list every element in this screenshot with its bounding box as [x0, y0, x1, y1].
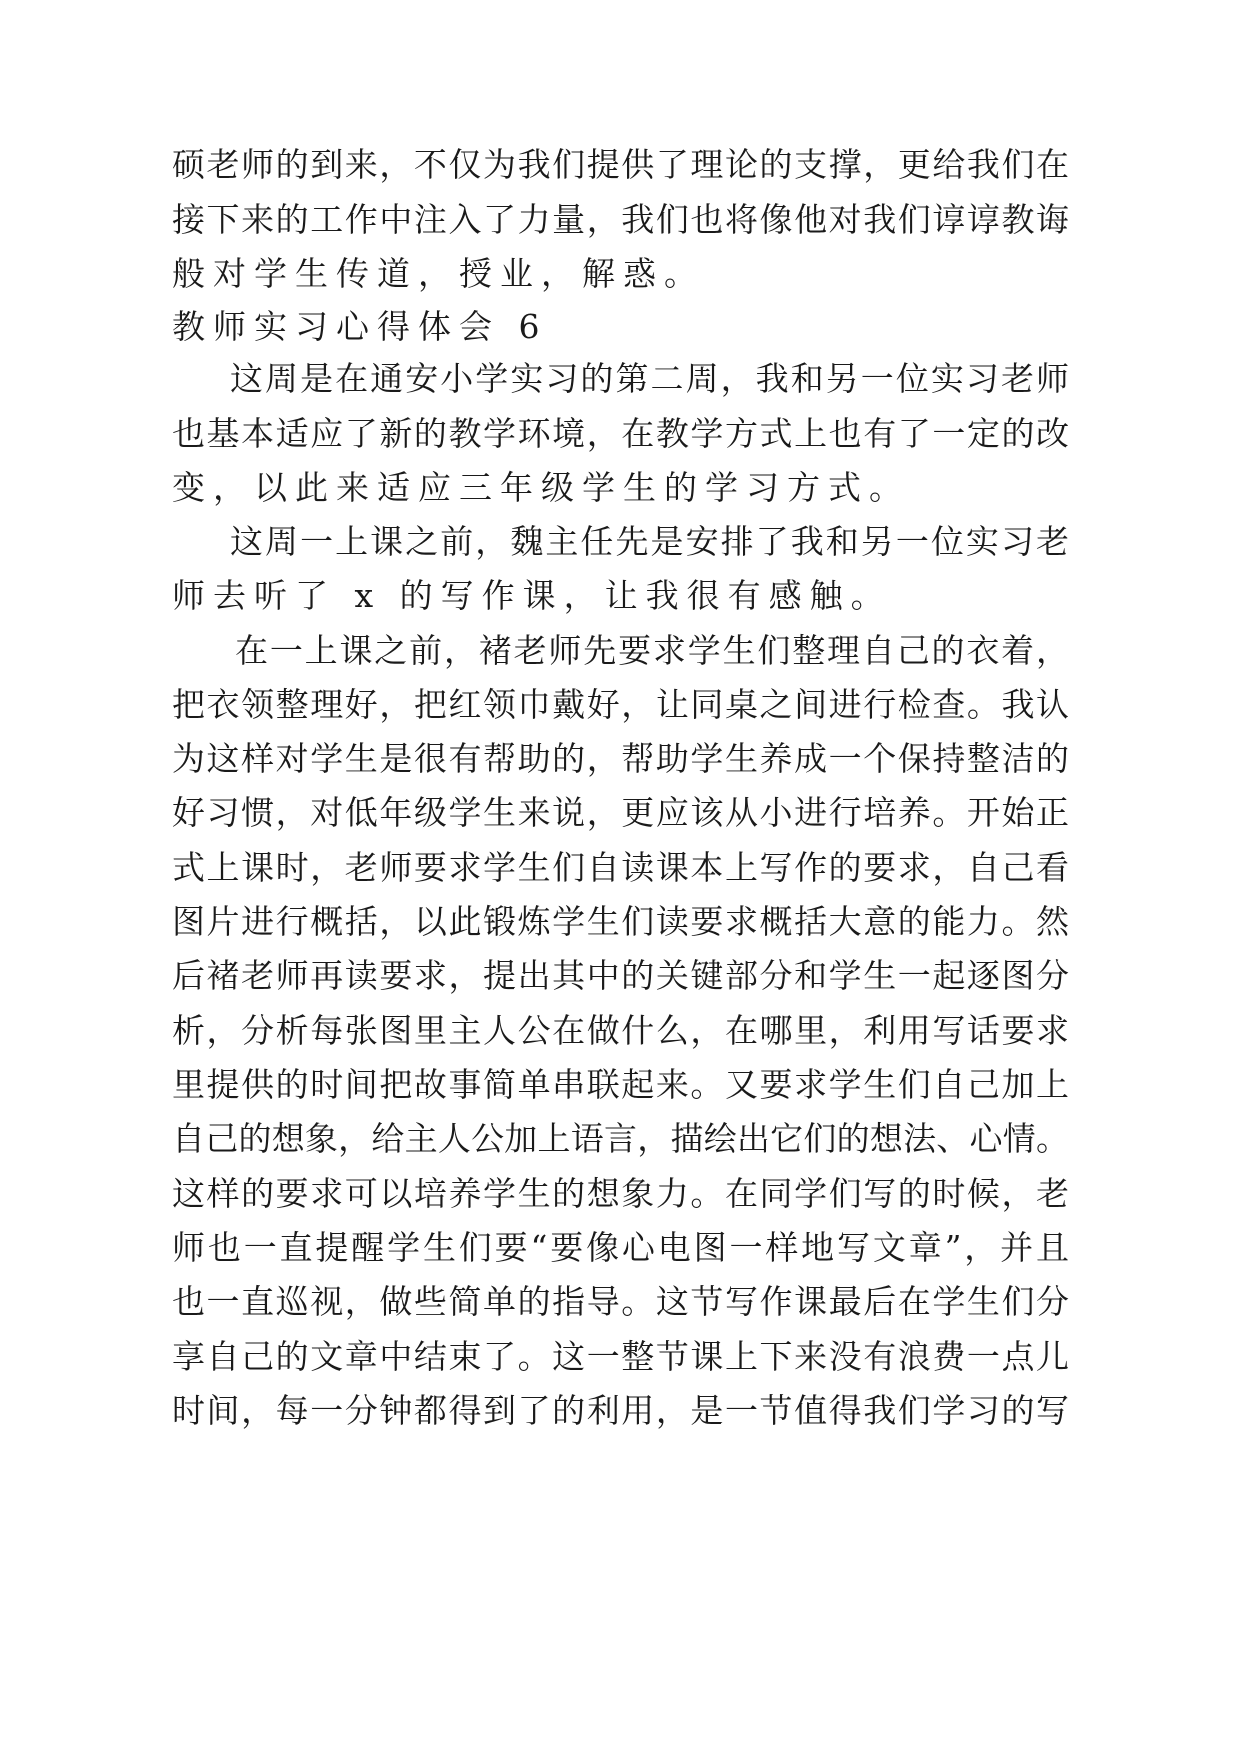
text-line: 时间，每一分钟都得到了的利用，是一节值得我们学习的写 — [172, 1391, 1071, 1430]
text-line: 师去听了 x 的写作课，让我很有感触。 — [172, 576, 892, 615]
text-line: 也基本适应了新的教学环境，在教学方式上也有了一定的改 — [172, 414, 1071, 453]
text-line: 变，以此来适应三年级学生的学习方式。 — [172, 468, 910, 507]
text-line: 把衣领整理好，把红领巾戴好，让同桌之间进行检查。我认 — [172, 685, 1071, 724]
text-line: 图片进行概括，以此锻炼学生们读要求概括大意的能力。然 — [172, 902, 1071, 941]
text-line: 也一直巡视，做些简单的指导。这节写作课最后在学生们分 — [172, 1282, 1071, 1321]
text-line: 这样的要求可以培养学生的想象力。在同学们写的时候，老 — [172, 1174, 1071, 1213]
text-line: 后褚老师再读要求，提出其中的关键部分和学生一起逐图分 — [172, 956, 1071, 995]
section-heading: 教师实习心得体会 6 — [172, 307, 548, 346]
text-line: 接下来的工作中注入了力量，我们也将像他对我们谆谆教诲 — [172, 200, 1071, 239]
text-line: 这周是在通安小学实习的第二周，我和另一位实习老师 — [230, 359, 1072, 398]
text-line: 般对学生传道，授业，解惑。 — [172, 254, 705, 293]
text-line: 析，分析每张图里主人公在做什么，在哪里，利用写话要求 — [172, 1011, 1071, 1050]
text-line: 为这样对学生是很有帮助的，帮助学生养成一个保持整洁的 — [172, 739, 1071, 778]
text-line: 式上课时，老师要求学生们自读课本上写作的要求，自己看 — [172, 848, 1071, 887]
text-line: 享自己的文章中结束了。这一整节课上下来没有浪费一点儿 — [172, 1337, 1071, 1376]
text-line: 硕老师的到来，不仅为我们提供了理论的支撑，更给我们在 — [172, 145, 1071, 184]
text-line: 在一上课之前，褚老师先要求学生们整理自己的衣着， — [235, 631, 1071, 670]
text-line: 里提供的时间把故事简单串联起来。又要求学生们自己加上 — [172, 1065, 1071, 1104]
text-line: 这周一上课之前，魏主任先是安排了我和另一位实习老 — [230, 522, 1072, 561]
text-line: 自己的想象，给主人公加上语言，描绘出它们的想法、心情。 — [172, 1119, 1070, 1158]
text-line: 好习惯，对低年级学生来说，更应该从小进行培养。开始正 — [172, 793, 1071, 832]
text-line: 师也一直提醒学生们要“要像心电图一样地写文章”，并且 — [172, 1228, 1072, 1267]
